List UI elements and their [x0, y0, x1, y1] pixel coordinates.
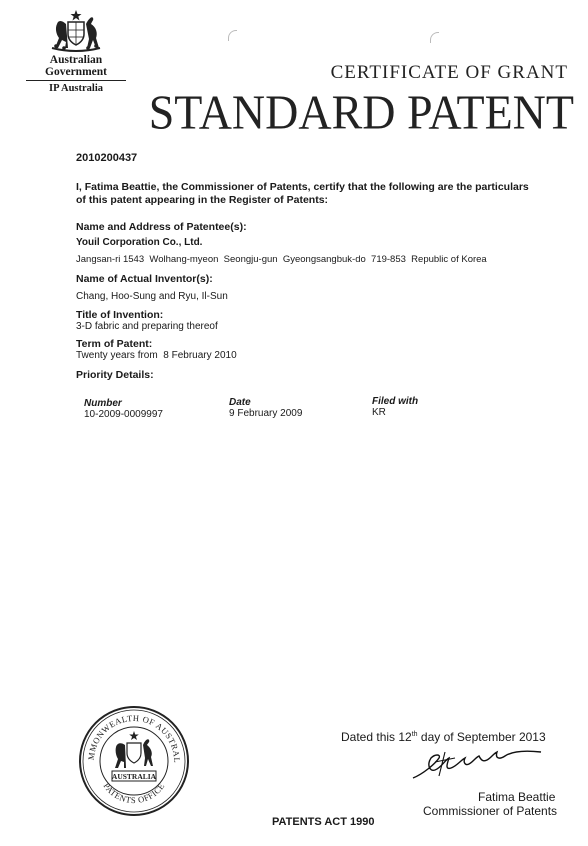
seal-banner-text: AUSTRALIA	[111, 772, 157, 781]
punch-mark-right	[430, 32, 439, 43]
priority-row-filed-with: KR	[372, 407, 386, 418]
government-crest-block	[20, 8, 132, 94]
seal-icon	[78, 705, 190, 817]
intro-line-2: of this patent appearing in the Register of Patents:	[76, 194, 329, 206]
patentee-address: Jangsan-ri 1543 Wolhang-myeon Seongju-gun Gyeongsangbuk-do 719-853 Republic of Korea	[76, 254, 487, 265]
certificate-of-grant-heading: CERTIFICATE OF GRANT	[330, 62, 568, 83]
government-name: Australian Government	[45, 54, 107, 78]
seal-bottom-text: PATENTS OFFICE	[101, 780, 167, 806]
punch-mark-left	[228, 30, 237, 41]
priority-row-number: 10-2009-0009997	[84, 409, 163, 420]
dated-prefix: Dated this 12	[341, 730, 412, 744]
handwritten-signature	[405, 748, 555, 789]
dated-rest: day of September 2013	[417, 730, 546, 744]
patentee-name: Youil Corporation Co., Ltd.	[76, 237, 203, 248]
signatory-name: Fatima Beattie	[478, 790, 556, 804]
seal-top-text: MMONWEALTH OF AUSTRAL	[85, 712, 183, 764]
patentee-heading: Name and Address of Patentee(s):	[76, 221, 247, 233]
standard-patent-title: STANDARD PATENT	[148, 85, 574, 140]
government-divider	[26, 80, 126, 81]
priority-heading: Priority Details:	[76, 369, 154, 381]
priority-column-date: Date	[229, 397, 251, 408]
intro-line-1: I, Fatima Beattie, the Commissioner of Patents, certify that the following are the particulars	[76, 181, 529, 193]
patents-office-seal	[78, 705, 190, 822]
dated-suffix: th	[411, 731, 418, 738]
invention-title-heading: Title of Invention:	[76, 309, 164, 321]
priority-row-date: 9 February 2009	[229, 408, 303, 419]
agency-name: IP Australia	[49, 83, 103, 94]
inventors-value: Chang, Hoo-Sung and Ryu, Il-Sun	[76, 291, 228, 302]
svg-text:PATENTS OFFICE	[101, 781, 166, 805]
priority-column-number: Number	[84, 398, 122, 409]
patents-act: PATENTS ACT 1990	[272, 816, 375, 828]
inventors-heading: Name of Actual Inventor(s):	[76, 273, 213, 285]
patent-number: 2010200437	[76, 152, 138, 164]
term-value: Twenty years from 8 February 2010	[76, 350, 237, 361]
term-heading: Term of Patent:	[76, 338, 153, 350]
priority-column-filed-with: Filed with	[372, 396, 419, 407]
coat-of-arms-icon	[44, 8, 108, 52]
invention-title-value: 3-D fabric and preparing thereof	[76, 321, 218, 332]
signatory-position: Commissioner of Patents	[423, 804, 558, 818]
dated-line	[341, 730, 546, 744]
